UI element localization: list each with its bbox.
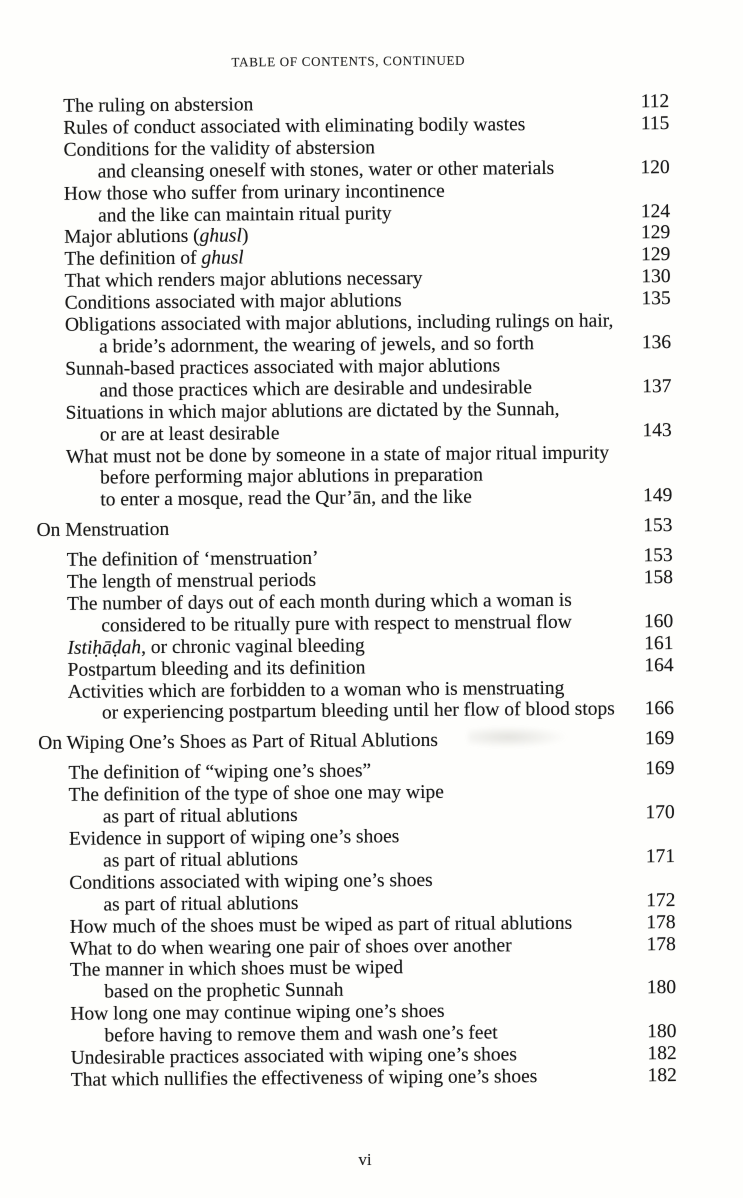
toc-entry-text: [0, 548, 319, 572]
toc-page-number: 161: [644, 632, 674, 655]
toc-page-number: 129: [641, 244, 671, 266]
toc-entry-text: [2, 826, 400, 851]
toc-entry-segment: before having to remove them and wash one’s feet: [104, 1022, 498, 1047]
toc-entry-segment: and those practices which are desirable and undesirable: [99, 376, 533, 402]
toc-entry-segment: or are at least desirable: [99, 422, 280, 446]
toc-entry-segment: considered to be ritually pure with respect to menstrual flow: [101, 611, 572, 637]
toc-entry-text: [1, 761, 371, 786]
toc-section-title: [0, 519, 169, 542]
toc-entry-segment: How long one may continue wiping one’s shoes: [70, 1001, 445, 1026]
toc-entry-segment: How much of the shoes must be wiped as part of ritual ablutions: [69, 912, 573, 938]
toc-page-number: 178: [646, 933, 676, 955]
toc-entry-text: [0, 487, 472, 513]
toc-page-number: 182: [647, 1064, 677, 1087]
toc-entry-text: [2, 870, 433, 895]
toc-entry-segment: The definition of: [64, 248, 202, 271]
toc-entry-text: [3, 935, 512, 961]
toc-entry-row: [1, 698, 674, 725]
toc-page-number: 178: [646, 911, 676, 933]
toc-entry-segment: How those who suffer from urinary incontinence: [63, 180, 445, 205]
toc-entry-segment: and cleansing oneself with stones, water or other materials: [97, 157, 555, 183]
toc-page-number: 158: [643, 567, 674, 589]
toc-entry-text: [0, 570, 316, 594]
toc-entry-segment: The number of days out of each month during which a woman is: [67, 589, 572, 615]
toc-entry-segment: The definition of ‘menstruation’: [66, 547, 319, 571]
toc-entry-text: [0, 137, 375, 162]
toc-list: [0, 91, 677, 1092]
toc-page-number: 172: [646, 889, 676, 911]
toc-page-number: 166: [644, 698, 675, 720]
toc-entry-text: [0, 248, 244, 272]
toc-entry-segment: as part of ritual ablutions: [102, 805, 298, 828]
toc-entry-segment: or experiencing postpartum bleeding until her flow of blood stops: [101, 698, 615, 724]
toc-page-number: 135: [641, 288, 671, 310]
toc-entry-segment: That which renders major ablutions necessary: [64, 268, 423, 293]
toc-entry-text: [0, 399, 560, 425]
toc-entry-segment: The definition of “wiping one’s shoes”: [68, 760, 372, 785]
toc-entry-segment: Conditions for the validity of abstersion: [63, 137, 376, 161]
toc-entry-segment: What to do when wearing one pair of shoes over another: [69, 934, 512, 960]
toc-entry-segment: Evidence in support of wiping one’s shoes: [68, 826, 400, 850]
toc-page-number: 130: [641, 266, 671, 288]
toc-entry-segment: Activities which are forbidden to a woman who is menstruating: [67, 677, 565, 703]
toc-page-number: 153: [643, 545, 673, 567]
toc-entry-segment: Rules of conduct associated with eliminating bodily wastes: [63, 114, 526, 139]
toc-entry-row: [0, 485, 672, 512]
toc-entry-text: [0, 226, 248, 250]
toc-entry-segment: Postpartum bleeding and its definition: [67, 657, 366, 681]
folio-page-number: vi: [358, 1150, 372, 1169]
toc-entry-segment: Situations in which major ablutions are dictated by the Sunnah,: [65, 398, 560, 424]
toc-entry-text: [0, 203, 392, 228]
toc-page-number: 136: [641, 332, 672, 354]
toc-entry-row: [4, 1065, 677, 1092]
toc-section-title: [1, 730, 438, 755]
toc-entry-segment: The definition of the type of shoe one may wipe: [68, 782, 444, 806]
toc-section-row: [0, 515, 673, 542]
toc-entry-text: [0, 423, 280, 447]
toc-page-number: 149: [642, 485, 673, 507]
toc-entry-italic-term: ghusl: [199, 225, 242, 248]
toc-entry-text: [0, 612, 572, 638]
toc-page-number: 160: [643, 610, 674, 633]
toc-entry-text: [4, 1066, 538, 1092]
toc-page-number: 137: [642, 375, 672, 398]
toc-page-number: 124: [640, 200, 671, 222]
toc-entry-text: [1, 699, 615, 726]
toc-entry-italic-term: Istiḥāḍah: [67, 636, 142, 659]
toc-entry-text: [3, 980, 344, 1005]
toc-entry-text: [0, 158, 554, 184]
toc-page-number: 171: [645, 845, 676, 868]
toc-page-number: 180: [646, 977, 677, 999]
toc-section-row: [1, 728, 674, 755]
toc-page-number: 153: [643, 515, 673, 537]
toc-entry-segment: as part of ritual ablutions: [103, 892, 299, 916]
toc-page-number: 129: [640, 222, 671, 244]
toc-entry-segment: Obligations associated with major ablutions, including rulings on hair,: [64, 310, 614, 336]
toc-entry-segment: ): [241, 225, 249, 247]
toc-entry-segment: Sunnah-based practices associated with major ablutions: [65, 355, 501, 380]
toc-entry-segment: based on the prophetic Sunnah: [104, 979, 344, 1003]
toc-page-number: 169: [645, 758, 675, 780]
toc-entry-text: [0, 114, 525, 140]
toc-entry-segment: The length of menstrual periods: [66, 569, 317, 593]
toc-entry-segment: a bride’s adornment, the wearing of jewels, and so forth: [99, 333, 534, 358]
toc-entry-text: [0, 635, 364, 660]
toc-entry-text: [2, 805, 298, 829]
toc-entry-segment: to enter a mosque, read the Qur’ān, and the like: [100, 486, 472, 511]
toc-entry-text: [1, 657, 366, 682]
toc-page-number: 120: [640, 156, 670, 178]
toc-page-number: 112: [640, 91, 670, 113]
toc-entry-segment: Major ablutions (: [64, 226, 200, 249]
toc-entry-text: [2, 849, 298, 873]
toc-entry-segment: Undesirable practices associated with wiping one’s shoes: [70, 1044, 517, 1069]
toc-entry-segment: Conditions associated with wiping one’s shoes: [69, 869, 433, 894]
toc-entry-text: [0, 290, 402, 315]
toc-page-number: 115: [640, 112, 670, 135]
toc-entry-text: [2, 782, 444, 807]
toc-entry-segment: Conditions associated with major ablutions: [64, 290, 402, 314]
toc-entry-italic-term: ghusl: [201, 247, 244, 270]
toc-page-number: 169: [644, 728, 675, 750]
toc-entry-segment: That which nullifies the effectiveness of wiping one’s shoes: [70, 1066, 538, 1091]
toc-entry-segment: , or chronic vaginal bleeding: [141, 635, 365, 658]
toc-entry-segment: On Wiping One’s Shoes as Part of Ritual Ablutions: [38, 730, 438, 755]
toc-page-number: 182: [647, 1043, 677, 1065]
toc-entry-segment: The ruling on abstersion: [63, 94, 254, 117]
toc-page-number: 143: [642, 419, 672, 441]
toc-entry-segment: On Menstruation: [36, 519, 170, 542]
toc-page-number: 170: [645, 802, 675, 824]
toc-entry-text: [0, 94, 253, 118]
toc-entry-segment: before performing major ablutions in preparation: [100, 464, 484, 489]
toc-entry-text: [2, 893, 298, 917]
running-header: TABLE OF CONTENTS, CONTINUED: [231, 52, 466, 70]
toc-entry-text: [3, 958, 403, 983]
toc-entry-segment: as part of ritual ablutions: [103, 848, 299, 872]
toc-page-number: 180: [647, 1021, 677, 1043]
toc-entry-segment: The manner in which shoes must be wiped: [69, 957, 404, 982]
toc-entry-segment: What must not be done by someone in a state of major ritual impurity: [65, 442, 610, 468]
toc-page-number: 164: [644, 654, 674, 676]
toc-entry-segment: and the like can maintain ritual purity: [97, 202, 392, 227]
